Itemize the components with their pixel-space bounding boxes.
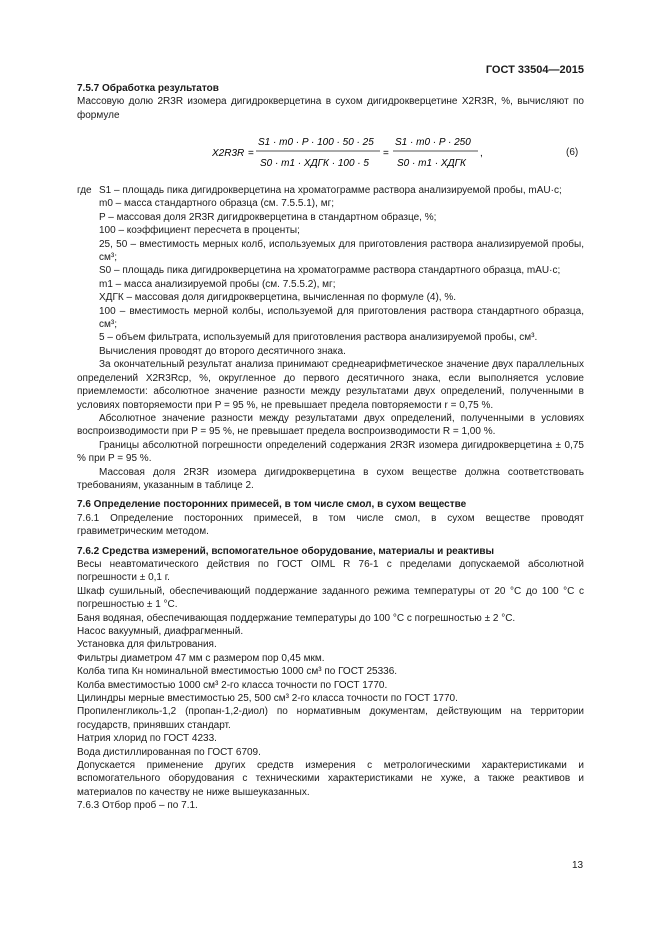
section-76-title: 7.6 Определение посторонних примесей, в том числе смол, в сухом веществе [77,499,467,511]
variable-definitions [77,184,584,813]
definition-item: 100 – коэффициент пересчета в проценты; [99,225,300,237]
equipment-item: Пропиленгликоль-1,2 (пропан-1,2-диол) по нормативным документам, действующим на территории государств, принявших стандарт. [77,706,584,731]
svg-text:,: , [480,148,483,159]
formula-frac1-numerator: S1 · m0 · P · 100 · 50 · 25 [258,137,374,148]
definition-item: m0 – масса стандартного образца (см. 7.5.5.1), мг; [99,198,334,210]
equipment-item: Вода дистиллированная по ГОСТ 6709. [77,746,261,758]
equipment-item: Цилиндры мерные вместимостью 25, 500 см³ 2-го класса точности по ГОСТ 1770. [77,693,458,705]
paragraph: За окончательный результат анализа принимают среднеарифметическое значение двух параллельных определений X2R3Rср, %, округленное до первого десятичного знака, если выполняется условие приемлемости: абсолютное значение разности между результатами двух определений, полученными в условиях повторяемости при P = 95 %, не превышает предела повторяемости r = 0,75 %. [77,359,584,411]
definition-item: 5 – объем фильтрата, используемый для приготовления раствора анализируемой пробы, см³. [99,332,538,344]
paragraph: Массовая доля 2R3R изомера дигидрокверцетина в сухом веществе должна соответствовать требованиям, указанным в таблице 2. [77,466,584,491]
equipment-item: Шкаф сушильный, обеспечивающий поддержание заданного режима температуры от 20 °С до 100 °С с погрешностью ± 1 °С. [77,585,584,611]
equipment-item: Допускается применение других средств измерения с метрологическими характеристиками и вспомогательного оборудования с техническими характеристиками не хуже, а также реактивов и материалов по качеству не ниже вышеуказанных. [77,760,584,798]
definition-item: S0 – площадь пика дигидрокверцетина на хроматограмме раствора стандартного образца, mAU·с; [99,265,561,277]
formula-number: (6) [566,147,579,158]
section-762-title: 7.6.2 Средства измерений, вспомогательное оборудование, материалы и реактивы [77,545,495,557]
document-id-header: ГОСТ 33504—2015 [485,64,584,76]
equipment-item: Весы неавтоматического действия по ГОСТ OIML R 76-1 с пределами допускаемой абсолютной погрешности ± 0,1 г. [77,558,584,584]
equipment-item: Фильтры диаметром 47 мм с размером пор 0,45 мкм. [77,652,325,664]
paragraph: Границы абсолютной погрешности определений содержания 2R3R изомера дигидрокверцетина ± 0,75 % при P = 95 %. [77,439,584,465]
equipment-item: Насос вакуумный, диафрагменный. [77,626,244,637]
definition-item: XДГК – массовая доля дигидрокверцетина, вычисленная по формуле (4), %. [99,292,457,304]
formula-frac2-numerator: S1 · m0 · P · 250 [395,137,471,148]
definition-item: 100 – вместимость мерной колбы, используемой для приготовления раствора стандартного образца, см³; [99,305,584,331]
equipment-item: Колба типа Кн номинальной вместимостью 1000 см³ по ГОСТ 25336. [77,666,398,678]
equipment-item: Натрия хлорид по ГОСТ 4233. [77,733,217,745]
section-757 [77,82,584,122]
svg-text:=: = [383,148,389,159]
equipment-item: Баня водяная, обеспечивающая поддержание температуры до 100 °С с погрешностью ± 2 °С. [77,612,516,624]
definition-item: m1 – масса анализируемой пробы (см. 7.5.5.2), мг; [99,278,336,290]
formula-frac2-denominator: S0 · m1 · XДГК [397,158,466,169]
formula-lhs: X2R3R [212,148,245,159]
page-number: 13 [572,860,584,871]
section-761-text: 7.6.1 Определение посторонних примесей, в том числе смол, в сухом веществе проводят гравиметрическим методом. [77,512,584,538]
svg-text:=: = [248,148,254,159]
where-lead: где [77,185,92,196]
section-757-intro: Массовую долю 2R3R изомера дигидрокверцетина в сухом дигидрокверцетине X2R3R, %, вычисляют по формуле [77,96,584,121]
equipment-item: Установка для фильтрования. [77,639,217,651]
paragraph: Абсолютное значение разности между результатами двух определений, полученными в условиях воспроизводимости при P = 95 %, не превышает предела воспроизводимости R = 1,00 %. [77,412,584,438]
section-763-text: 7.6.3 Отбор проб – по 7.1. [77,800,198,812]
formula-frac1-denominator: S0 · m1 · XДГК · 100 · 5 [260,158,369,169]
definition-item: P – массовая доля 2R3R дигидрокверцетина в стандартном образце, %; [99,211,437,223]
paragraph: Вычисления проводят до второго десятичного знака. [99,345,346,357]
equipment-item: Колба вместимостью 1000 см³ 2-го класса точности по ГОСТ 1770. [77,679,388,691]
definition-item: 25, 50 – вместимость мерных колб, используемых для приготовления раствора анализируемой пробы, см³; [99,238,584,264]
formula-6 [212,132,512,172]
section-757-title: 7.5.7 Обработка результатов [77,83,219,94]
definition-item: S1 – площадь пика дигидрокверцетина на хроматограмме раствора анализируемой пробы, mAU·с; [99,185,562,196]
